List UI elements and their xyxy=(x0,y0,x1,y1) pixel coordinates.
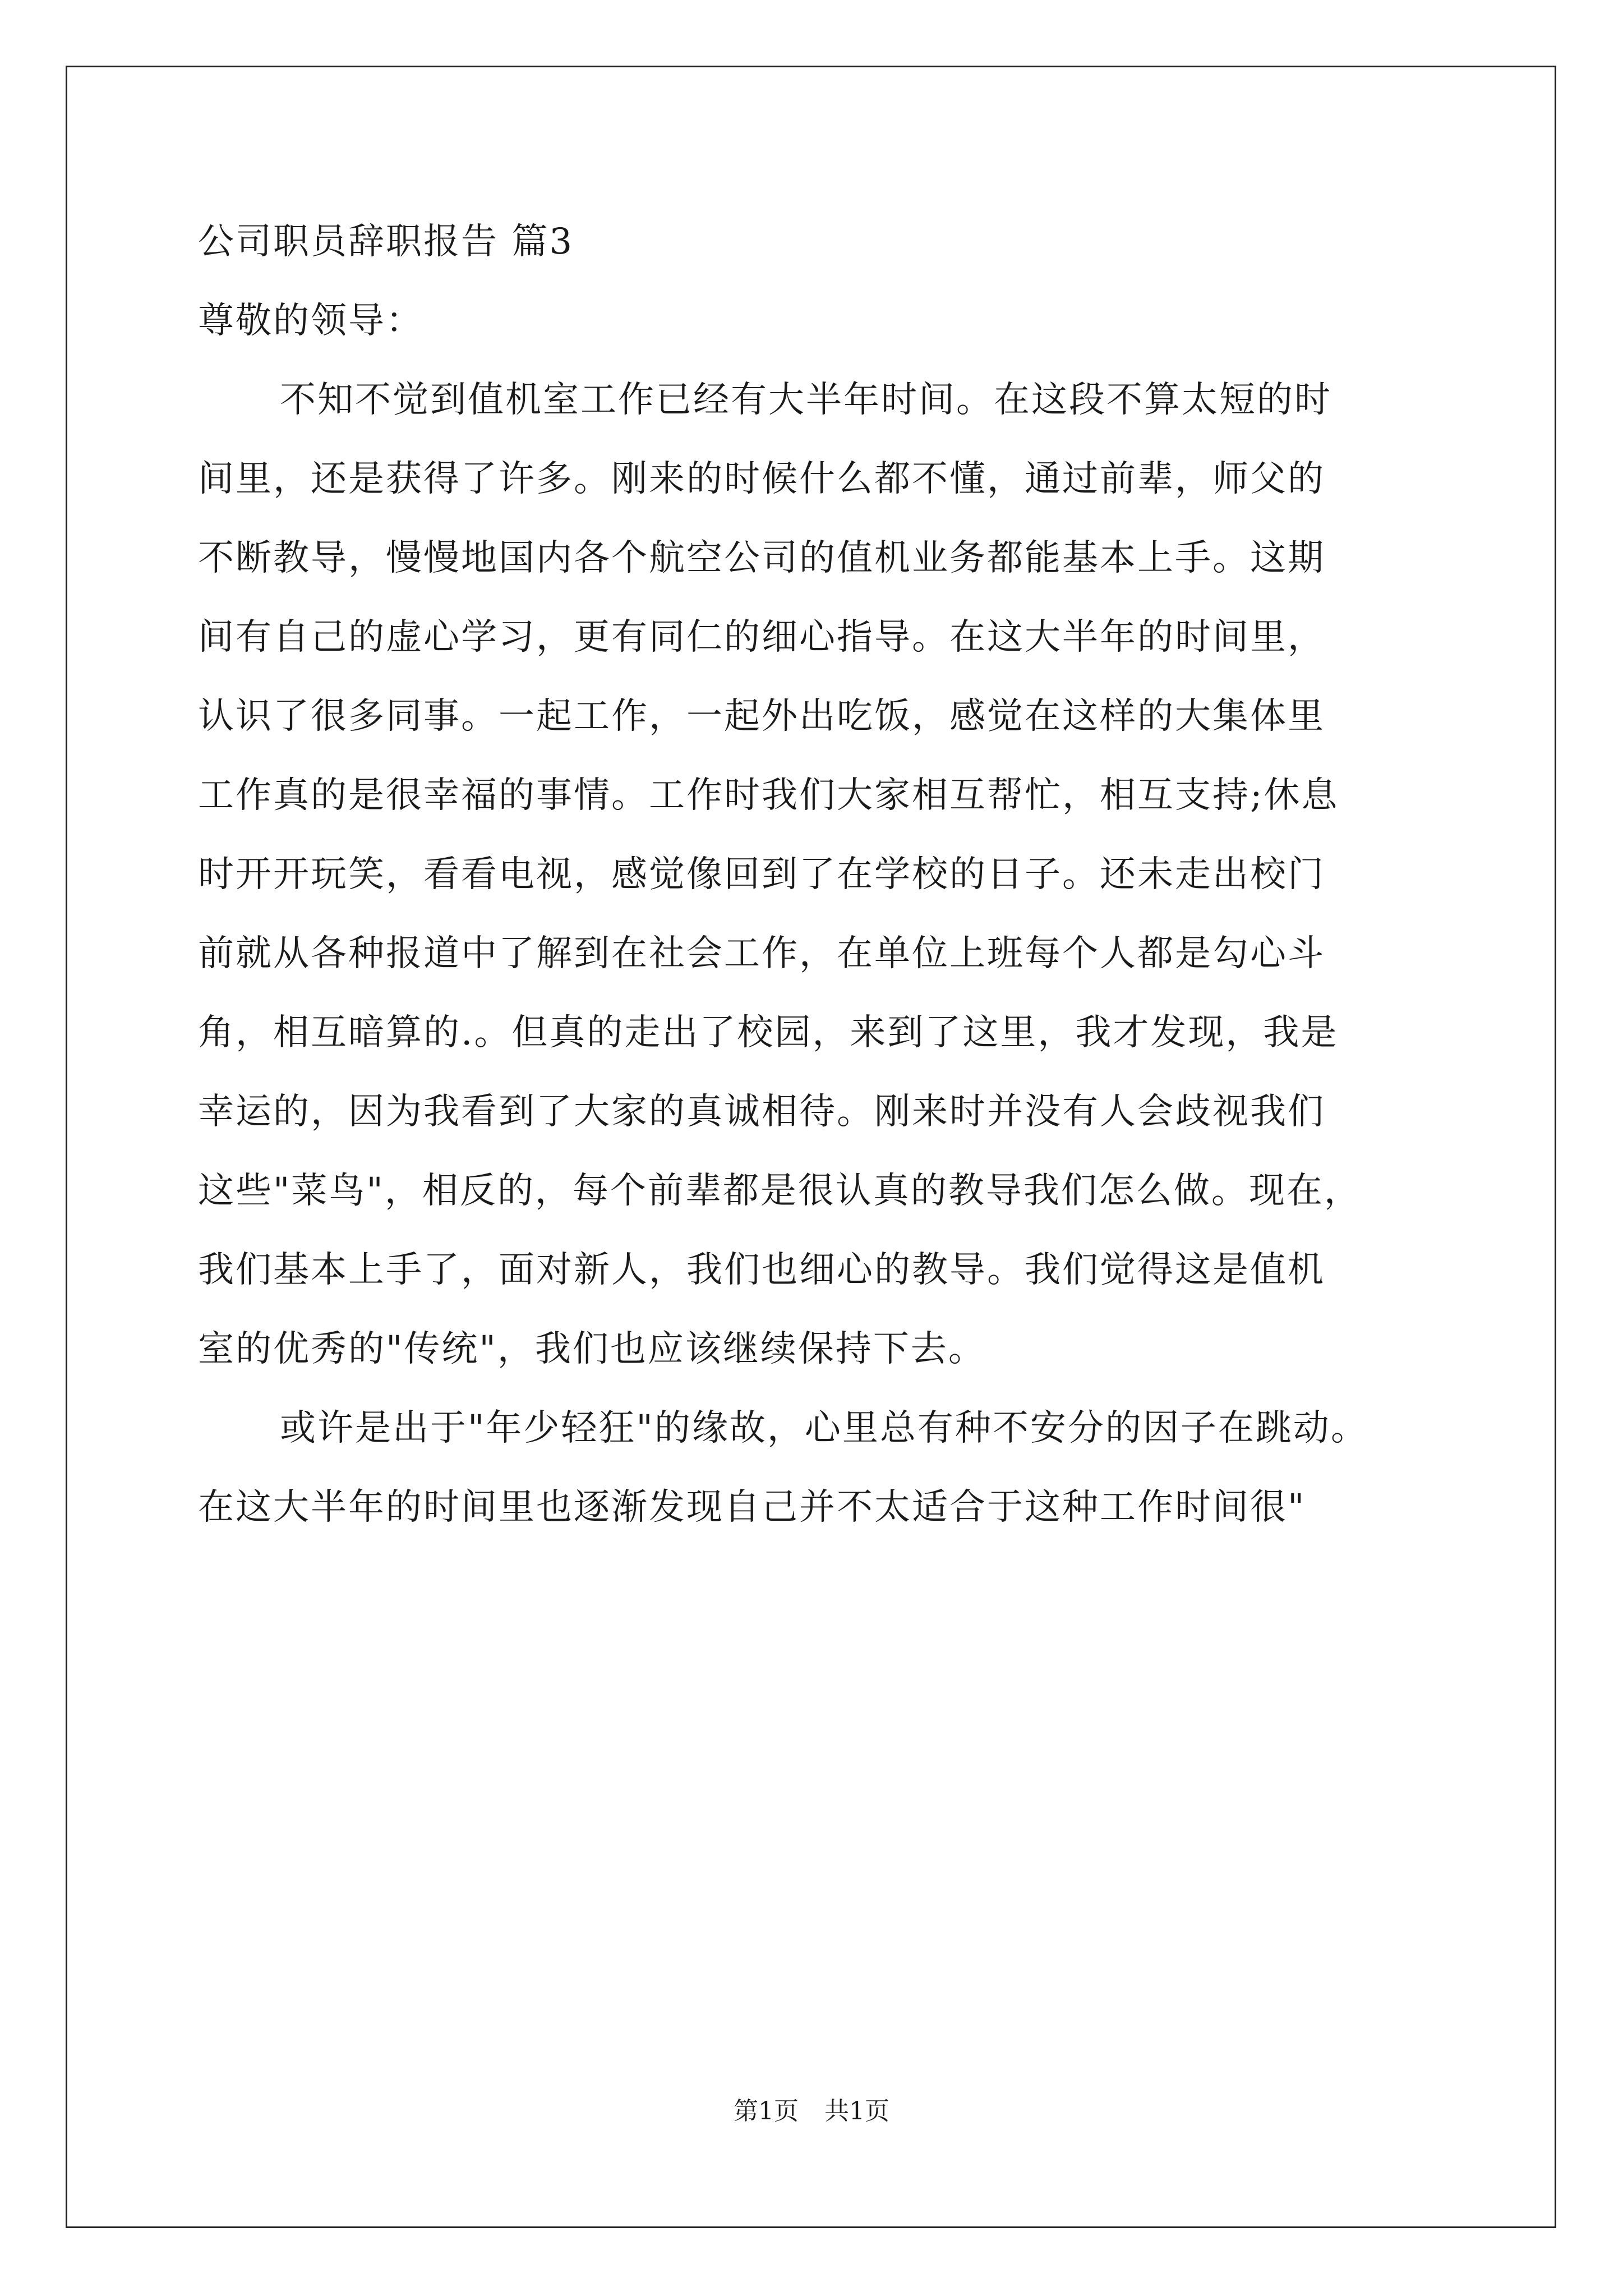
paragraph-line: 角，相互暗算的.。但真的走出了校园，来到了这里，我才发现，我是 xyxy=(198,1012,1339,1053)
page-number: 第1页 xyxy=(734,2097,799,2125)
paragraph-line: 时开开玩笑，看看电视，感觉像回到了在学校的日子。还未走出校门 xyxy=(198,854,1325,895)
paragraph-line: 幸运的，因为我看到了大家的真诚相待。刚来时并没有人会歧视我们 xyxy=(198,1091,1325,1133)
paragraph-line: 或许是出于"年少轻狂"的缘故，心里总有种不安分的因子在跳动。 xyxy=(280,1407,1368,1449)
paragraph-line: 不知不觉到值机室工作已经有大半年时间。在这段不算太短的时 xyxy=(280,379,1332,421)
paragraph-line: 室的优秀的"传统"，我们也应该继续保持下去。 xyxy=(198,1328,986,1370)
page-footer xyxy=(0,2097,1623,2126)
paragraph-line: 间里，还是获得了许多。刚来的时候什么都不懂，通过前辈，师父的 xyxy=(198,458,1325,500)
document-body xyxy=(198,222,1432,1567)
paragraph-line: 认识了很多同事。一起工作，一起外出吃饭，感觉在这样的大集体里 xyxy=(198,696,1325,737)
salutation: 尊敬的领导： xyxy=(198,300,423,342)
paragraph-line: 在这大半年的时间里也逐渐发现自己并不太适合于这种工作时间很" xyxy=(198,1487,1306,1528)
page-total: 共1页 xyxy=(824,2097,889,2125)
paragraph-line: 间有自己的虚心学习，更有同仁的细心指导。在这大半年的时间里， xyxy=(198,616,1325,658)
paragraph-line: 前就从各种报道中了解到在社会工作，在单位上班每个人都是勾心斗 xyxy=(198,933,1325,974)
document-heading: 公司职员辞职报告 篇3 xyxy=(198,221,574,263)
paragraph-line: 我们基本上手了，面对新人，我们也细心的教导。我们觉得这是值机 xyxy=(198,1249,1325,1291)
paragraph-line: 工作真的是很幸福的事情。工作时我们大家相互帮忙，相互支持;休息 xyxy=(198,775,1339,816)
paragraph-line: 不断教导，慢慢地国内各个航空公司的值机业务都能基本上手。这期 xyxy=(198,537,1325,579)
paragraph-line: 这些"菜鸟"，相反的，每个前辈都是很认真的教导我们怎么做。现在， xyxy=(198,1170,1362,1212)
